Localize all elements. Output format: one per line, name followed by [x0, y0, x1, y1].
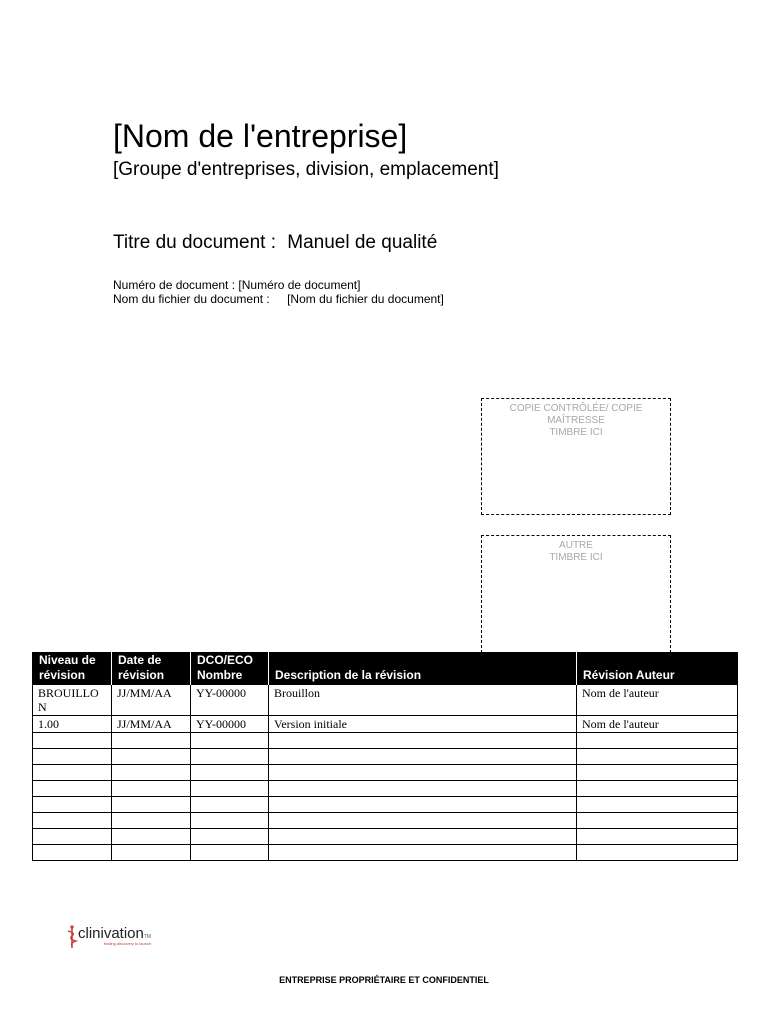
table-cell: [191, 829, 269, 845]
table-cell: 1.00: [33, 716, 112, 733]
document-filename-label: Nom du fichier du document :: [113, 292, 270, 306]
table-row: [33, 685, 738, 716]
logo-trademark: TM: [143, 934, 152, 940]
table-cell: [269, 765, 577, 781]
table-cell: [33, 781, 112, 797]
table-row-empty: [33, 781, 738, 797]
document-title-label: Titre du document :: [113, 232, 276, 253]
header-revision-description: Description de la révision: [269, 652, 577, 685]
header-revision-date: Date de révision: [112, 652, 191, 685]
table-cell: [269, 813, 577, 829]
table-cell: [191, 765, 269, 781]
table-cell: [112, 829, 191, 845]
table-cell: [112, 749, 191, 765]
table-cell: [577, 781, 738, 797]
footer-confidential: ENTREPRISE PROPRIÉTAIRE ET CONFIDENTIEL: [279, 975, 489, 985]
table-cell: [191, 781, 269, 797]
table-cell: [33, 733, 112, 749]
table-cell: [112, 797, 191, 813]
document-number-label: Numéro de document :: [113, 278, 236, 292]
caduceus-logo-icon: [66, 924, 78, 950]
table-cell: Version initiale: [269, 716, 577, 733]
table-cell: [191, 845, 269, 861]
table-cell: [577, 797, 738, 813]
table-cell: [269, 749, 577, 765]
table-cell: Nom de l'auteur: [577, 716, 738, 733]
table-cell: [33, 845, 112, 861]
table-cell: [269, 781, 577, 797]
document-filename-value: [Nom du fichier du document]: [287, 292, 444, 306]
table-cell: [33, 829, 112, 845]
logo-tagline: finding discovery to launch: [104, 941, 152, 946]
company-name: [Nom de l'entreprise]: [113, 118, 408, 154]
stamp-text: COPIE CONTRÔLÉE/ COPIE: [509, 403, 643, 414]
table-row: [33, 716, 738, 733]
table-cell: [33, 813, 112, 829]
table-cell: [577, 813, 738, 829]
table-row-empty: [33, 749, 738, 765]
header-revision-level: Niveau de révision: [33, 652, 112, 685]
document-title-value: Manuel de qualité: [287, 232, 438, 253]
table-cell: [269, 797, 577, 813]
table-cell: [112, 733, 191, 749]
table-row-empty: [33, 733, 738, 749]
table-row-empty: [33, 845, 738, 861]
company-group: [Groupe d'entreprises, division, emplacement]: [113, 159, 499, 180]
table-cell: [191, 797, 269, 813]
document-number-value: [Numéro de document]: [238, 278, 361, 292]
table-row-empty: [33, 797, 738, 813]
table-cell: [269, 733, 577, 749]
table-cell: [269, 829, 577, 845]
table-row-empty: [33, 829, 738, 845]
table-cell: [577, 765, 738, 781]
stamp-text: AUTRE: [559, 540, 593, 551]
document-number: [113, 278, 360, 292]
other-stamp-box: [481, 535, 671, 653]
table-cell: [577, 845, 738, 861]
table-cell: [577, 749, 738, 765]
table-cell: Brouillon: [269, 685, 577, 716]
table-cell: [33, 765, 112, 781]
controlled-copy-stamp-box: [481, 398, 671, 515]
table-cell: [112, 845, 191, 861]
table-header-row: [33, 652, 738, 685]
table-cell: YY-00000: [191, 716, 269, 733]
stamp-text: MAÎTRESSE: [547, 415, 605, 426]
table-cell: JJ/MM/AA: [112, 716, 191, 733]
table-cell: [191, 813, 269, 829]
table-cell: BROUILLON: [33, 685, 112, 716]
table-cell: [33, 797, 112, 813]
table-cell: [577, 829, 738, 845]
table-row-empty: [33, 765, 738, 781]
header-dco-eco-number: DCO/ECO Nombre: [191, 652, 269, 685]
header-revision-author: Révision Auteur: [577, 652, 738, 685]
table-cell: [33, 749, 112, 765]
table-cell: [112, 813, 191, 829]
table-cell: JJ/MM/AA: [112, 685, 191, 716]
table-cell: [191, 733, 269, 749]
document-title: [113, 231, 437, 255]
stamp-text: TIMBRE ICI: [549, 552, 603, 563]
table-cell: [269, 845, 577, 861]
table-cell: Nom de l'auteur: [577, 685, 738, 716]
table-cell: [112, 765, 191, 781]
document-filename: [113, 292, 444, 306]
table-cell: YY-00000: [191, 685, 269, 716]
table-row-empty: [33, 813, 738, 829]
logo-name: clinivation: [78, 925, 144, 942]
table-cell: [112, 781, 191, 797]
revision-table: [32, 652, 738, 861]
table-cell: [191, 749, 269, 765]
stamp-text: TIMBRE ICI: [549, 427, 603, 438]
table-cell: [577, 733, 738, 749]
